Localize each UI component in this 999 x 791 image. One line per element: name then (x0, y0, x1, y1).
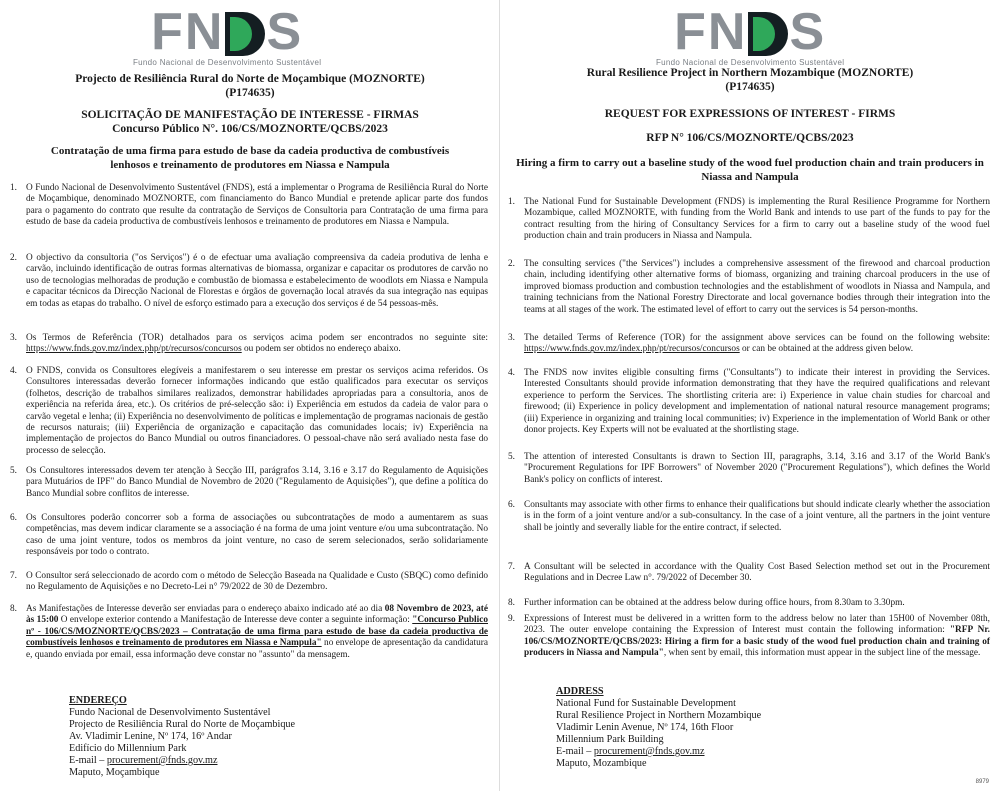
email-label: E-mail – (556, 746, 594, 757)
address-line: National Fund for Sustainable Development (556, 698, 736, 709)
item-text: The attention of interested Consultants is drawn to Section III, paragraphs, 3.14, 3.16 and 3.17 of the World Bank's "Procurement Regulations for IPF Borrowers" of November 2020 ("Procurement Regulations"), which defines the World Bank's policy on conflicts of interest. (524, 452, 990, 485)
project-id: (P174635) (725, 81, 775, 93)
notice-subject: Contratação de uma firma para estudo de base da cadeia productiva de combustíveis lenhosos e treinamento de produtores em Niassa e Nampula (50, 145, 450, 171)
item-text: O FNDS, convida os Consultores elegíveis a manifestarem o seu interesse em prestar os serviços acima referidos. Os Consultores interessadas deverão fornecer informações indicando que estão qualificados para executar os serviços (folhetos, descrição de trabalhos similares realizados, demonstrar habilidades apropriadas para a consultoria, anos de experiência na referida área, etc.). Os critérios de pré-selecção são: i) Experiência em estudos da cadeia de valor para o carvão vegetal e lenha; (ii) Experiência no desenvolvimento de políticas e implementação de programas nacionais de gestão de recursos naturais; (iii) Experiência de organização e capacitação das comunidades locais; iv) Experiência na implementação de projectos do Banco Mundial ou outros financiadores. O pessoal-chave não será avaliado nesta fase do processo de selecção. (26, 366, 488, 456)
project-title (520, 66, 980, 94)
logo-text-left: FN (151, 3, 225, 61)
address-line: Projecto de Resiliência Rural do Norte de Moçambique (69, 719, 296, 730)
logo-text-right: S (266, 3, 304, 61)
item-number: 2. (508, 259, 515, 269)
item-number: 2. (10, 253, 17, 263)
item-number: 8. (10, 604, 17, 614)
logo-d-mark-icon (225, 12, 265, 56)
logo-subtitle: Fundo Nacional de Desenvolvimento Sustentável (656, 58, 845, 67)
item-number: 6. (508, 500, 515, 510)
item-text (524, 333, 990, 356)
item-text-main: Os Termos de Referência (TOR) detalhados para os serviços acima podem ser encontrados no seguinte site: (26, 333, 488, 343)
item-number: 7. (10, 571, 17, 581)
address-line: Fundo Nacional de Desenvolvimento Sustentável (69, 707, 271, 718)
solicitation-title: SOLICITAÇÃO DE MANIFESTAÇÃO DE INTERESSE - FIRMAS (81, 109, 419, 121)
item-text: Os Consultores poderão concorrer sob a forma de associações ou subcontratações de modo a aumentarem as suas competências, mas devem indicar claramente se a associação é na forma de uma joint venture e/ou uma subcontratação. No caso de uma joint venture, todos os membros da joint venture, no caso de serem selecionados, serão solidariamente responsáveis por todo o contrato. (26, 513, 488, 558)
item-number: 9. (508, 614, 515, 624)
item-text: The FNDS now invites eligible consulting firms ("Consultants") to indicate their interest in providing the Services. Interested Consultants should provide information demonstrating that they have the required qualifications and relevant experience to perform the Services. The shortlisting criteria are: i) Experience in value chain studies for charcoal and firewood; (ii) Experience in policy development and implementation of national natural resource management programs; (iii) Experience in organizing and training local communities; iv) Experience in the implementation of World Bank or other donor projects. Key Experts will not be evaluated at the shortlisting stage. (524, 368, 990, 436)
tender-number: Concurso Público N°. 106/CS/MOZNORTE/QCBS/2023 (112, 123, 388, 135)
logo-subtitle: Fundo Nacional de Desenvolvimento Sustentável (133, 58, 322, 67)
item-text (26, 333, 488, 356)
address-line: Edifício do Millennium Park (69, 743, 187, 754)
solicitation-header (20, 108, 480, 136)
item-number: 6. (10, 513, 17, 523)
item-text-main: The detailed Terms of Reference (TOR) for the assignment above services can be found on the following website: (524, 333, 990, 343)
item-number: 5. (508, 452, 515, 462)
english-notice (500, 0, 999, 791)
address-city: Maputo, Mozambique (556, 758, 647, 769)
project-name: Rural Resilience Project in Northern Mozambique (MOZNORTE) (586, 67, 914, 79)
item-number: 5. (10, 466, 17, 476)
request-title: REQUEST FOR EXPRESSIONS OF INTEREST - FIRMS (604, 108, 896, 120)
item-text-pre: As Manifestações de Interesse deverão ser enviadas para o endereço abaixo indicado até ao dia (26, 604, 385, 614)
item-number: 4. (10, 366, 17, 376)
portuguese-notice (0, 0, 498, 791)
rfp-number: RFP N° 106/CS/MOZNORTE/QCBS/2023 (646, 132, 854, 144)
item-text-post: no envelope de apresentação da candidatura e, quando enviada por email, essa informação deve constar no "assunto" da mensagem. (26, 638, 488, 660)
item-text: Consultants may associate with other firms to enhance their qualifications but should indicate clearly whether the association is in the form of a joint venture and/or a sub-consultancy. In the case of a joint venture, all the partners in the joint venture shall be jointly and severally liable for the entire contract, if selected. (524, 500, 990, 533)
project-id: (P174635) (225, 87, 275, 99)
notice-subject: Hiring a firm to carry out a baseline study of the wood fuel production chain and train producers in Niassa and Nampula (516, 157, 984, 183)
envelope-reference: "Concurso Publico nº - 106/CS/MOZNORTE/QCBS/2023 – Contratação de uma firma para estudo de base da cadeia productiva de combustíveis lenhosos e treinamento de produtores em Niassa e Nampula" (26, 615, 488, 649)
email-line (556, 746, 761, 758)
item-text-after: or can be obtained at the address given below. (739, 344, 914, 355)
logo-text-right: S (789, 3, 827, 61)
project-title (20, 72, 480, 100)
item-number: 3. (508, 333, 515, 343)
fnds-logo (133, 3, 322, 67)
email-line (69, 755, 295, 767)
item-number: 3. (10, 333, 17, 343)
tor-link[interactable]: https://www.fnds.gov.mz/index.php/pt/recursos/concursos (524, 344, 740, 355)
item-text: Os Consultores interessados devem ter atenção à Secção III, parágrafos 3.14, 3.16 e 3.17 do Regulamento de Aquisições para Mutuários de IPF" do Banco Mundial de Novembro de 2020 ("Regulamento de Aquisições"), que define a política do Banco Mundial sobre conflitos de interesse. (26, 466, 488, 499)
item-number: 4. (508, 368, 515, 378)
address-title: ADDRESS (556, 686, 604, 697)
fnds-logo (656, 3, 845, 67)
address-block (69, 695, 295, 779)
item-text-mid: O envelope exterior contendo a Manifestação de Interesse deve conter a seguinte informação: (58, 615, 413, 626)
address-block (556, 686, 761, 770)
address-title: ENDEREÇO (69, 695, 127, 706)
logo-d-mark-icon (748, 12, 788, 56)
address-line: Rural Resilience Project in Northern Mozambique (556, 710, 762, 721)
item-number: 8. (508, 598, 515, 608)
item-text-post: , when sent by email, this information must appear in the subject line of the message. (663, 648, 981, 659)
item-text: Further information can be obtained at the address below during office hours, from 8.30am to 3.30pm. (524, 598, 905, 608)
item-number: 1. (508, 197, 515, 207)
project-name: Projecto de Resiliência Rural do Norte de Moçambique (MOZNORTE) (75, 73, 425, 85)
item-text: The consulting services ("the Services") includes a comprehensive assessment of the firewood and charcoal production chain, including identifying other alternative forms of biomass, organizing and training charcoal producers in the use of improved biomass production and combustion technologies and the establishment of woodlots in Niassa and Nampula, and training technicians from the National Forestry Directorate and local governance bodies through their integration into the teams at all stages of the work. The estimated level of effort to carry out the services is 54 person-months. (524, 259, 990, 315)
item-text-pre: Expressions of Interest must be delivered in a written form to the address below no later than 15H00 of November 08th, 2023. The outer envelope containing the Expression of Interest must contain the following information: (524, 614, 990, 636)
address-line: Vladimir Lenin Avenue, Nº 174, 16th Floor (556, 722, 734, 733)
address-city: Maputo, Moçambique (69, 767, 160, 778)
item-text: O objectivo da consultoria ("os Serviços") é o de efectuar uma avaliação compreensiva da cadeia produtiva de lenha e carvão, incluindo identificação de outras formas alternativas de biomassa, organizar e capacitar os produtores de carvão no uso de tecnologias melhoradas de produção e combustão de biomassa e estabelecimento de woodlots em Niassa e Nampula e capacitar técnicos da Direcção Nacional de Florestas e órgãos de governação local através da sua integração nas equipas em todas as etapas do trabalho. O nível de esforço estimado para a execução dos serviços é de 54 pessoas-mês. (26, 253, 488, 309)
item-text: The National Fund for Sustainable Development (FNDS) is implementing the Rural Resilience Programme for Northern Mozambique, called MOZNORTE, with funding from the World Bank and intends to use part of the funds to pay for the contract resulting from the hiring of Consultancy Services for a firm to carry out a baseline study of the wood fuel production chain and train producers in Niassa and Nampula. (524, 197, 990, 242)
tor-link[interactable]: https://www.fnds.gov.mz/index.php/pt/recursos/concursos (26, 344, 242, 355)
item-number: 1. (10, 183, 17, 193)
item-text (524, 614, 990, 660)
item-text-after: ou podem ser obtidos no endereço abaixo. (241, 344, 401, 355)
email-link[interactable]: procurement@fnds.gov.mz (106, 755, 218, 766)
email-link[interactable]: procurement@fnds.gov.mz (593, 746, 705, 757)
item-number: 7. (508, 562, 515, 572)
item-text: O Consultor será seleccionado de acordo com o método de Selecção Baseada na Qualidade e Custo (SBQC) como definido no Regulamento de Aquisições e no Decreto-Lei n° 79/2022 de 30 de Dezembro. (26, 571, 488, 593)
deadline: 08 Novembro de 2023, até às 15:00 (26, 604, 488, 626)
address-line: Av. Vladimir Lenine, Nº 174, 16º Andar (69, 731, 232, 742)
email-label: E-mail – (69, 755, 107, 766)
envelope-reference: "RFP Nr. 106/CS/MOZNORTE/QCBS/2023: Hiring a firm for a basic study of the wood fuel production chain and training of producers in Niassa and Nampula" (524, 625, 990, 659)
item-text: O Fundo Nacional de Desenvolvimento Sustentável (FNDS), está a implementar o Programa de Resiliência Rural do Norte de Moçambique, denominado MOZNORTE, com financiamento do Banco Mundial e pretende aplicar parte dos fundos para o pagamento do contrato que resulte da contratação de Serviços de Consultoria para Contratação de uma firma para estudo de base da cadeia productiva de combustíveis lenhosos e treinamento de produtores em Niassa e Nampula. (26, 183, 488, 228)
item-text: A Consultant will be selected in accordance with the Quality Cost Based Selection method set out in the Procurement Regulations and in Decree Law n°. 79/2022 of December 30. (524, 562, 990, 584)
logo-text-left: FN (674, 3, 748, 61)
item-text (26, 604, 488, 661)
page-stamp: 8979 (975, 779, 989, 785)
address-line: Millennium Park Building (556, 734, 664, 745)
